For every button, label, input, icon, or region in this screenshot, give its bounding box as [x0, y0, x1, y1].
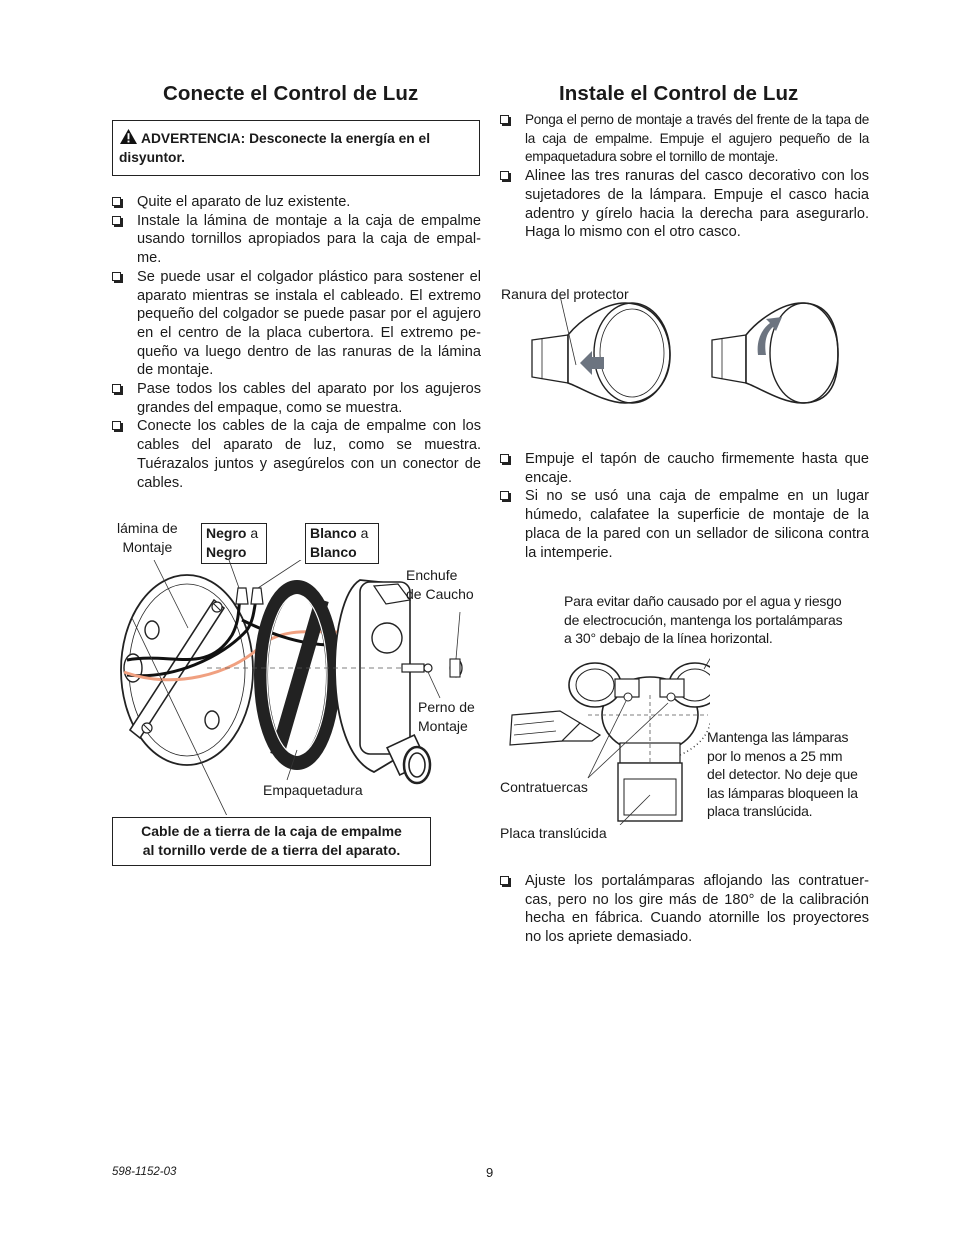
fixture-adjust-diagram — [500, 645, 710, 825]
translucent-plate-label: Placa translúcida — [500, 825, 607, 841]
checkbox-icon — [500, 454, 509, 463]
wire-nut-1 — [236, 588, 248, 604]
gasket-label: Empaquetadura — [263, 782, 363, 798]
wire-nut-2 — [251, 588, 263, 604]
black-to-black-label: Negro a Negro — [201, 523, 267, 564]
right-heading: Instale el Control de Luz — [559, 82, 799, 105]
keep-lamps-note: Mantenga las lámparas por lo menos a 25 mm del detector. No deje que las lámparas bloqueen la placa translúcida. — [707, 729, 858, 819]
warning-triangle-icon — [119, 128, 138, 145]
locknuts-label: Contratuercas — [500, 779, 588, 795]
shade-left — [532, 295, 670, 403]
checkbox-icon — [500, 876, 509, 885]
warning-box — [112, 120, 480, 176]
list-item: Conecte los cables de la caja de empalme con los cables del aparato de luz, como se muestra. Tuérazalos juntos y asegúrelos con un conector de cables. — [112, 417, 481, 492]
list-item: Quite el aparato de luz existente. — [112, 193, 481, 212]
left-heading: Conecte el Control de Luz — [163, 82, 419, 105]
right-steps-list-b — [500, 450, 869, 562]
shade-install-diagram — [520, 295, 840, 405]
checkbox-icon — [112, 197, 121, 206]
left-steps-list — [112, 193, 481, 492]
list-item: Ponga el perno de montaje a través del frente de la tapa de la caja de empalme. Empuje el agujero pequeño de la empaquetadura sobre el tornillo de montaje. — [500, 111, 869, 167]
checkbox-icon — [112, 384, 121, 393]
checkbox-icon — [112, 272, 121, 281]
mounting-bolt — [402, 664, 424, 672]
mounting-strap-label: lámina de Montaje — [117, 520, 178, 555]
ground-wire-caption: Cable de a tierra de la caja de empalme al tornillo verde de a tierra del aparato. — [112, 817, 431, 866]
warning-text: ADVERTENCIA: Desconecte la energía en el disyuntor. — [119, 131, 431, 165]
page-number: 9 — [486, 1165, 494, 1180]
rubber-plug-label: Enchufe de Caucho — [406, 567, 474, 602]
mounting-bolt-label: Perno de Montaje — [418, 699, 475, 734]
shield-slot-label: Ranura del protector — [501, 286, 629, 302]
doc-number: 598-1152-03 — [112, 1166, 177, 1178]
list-item: Empuje el tapón de caucho firmemente hasta que encaje. — [500, 450, 869, 487]
list-item: Instale la lámina de montaje a la caja de empalme usando tornillos apropiados para la caja de empal- me. — [112, 212, 481, 268]
checkbox-icon — [500, 115, 509, 124]
list-item: Se puede usar el colgador plástico para sostener el aparato mientras se instala el cableado. El extremo pequeño del colgador se puede pasar por el agujero en el centro de la placa cubertora. El extremo pe- queño va luego dentro de las ranuras de la lámina de montaje. — [112, 268, 481, 380]
right-steps-list-a — [500, 111, 869, 242]
water-warning-note: Para evitar daño causado por el agua y riesgo de electrocución, mantenga los portalámparas a 30° debajo de la línea horizontal. — [564, 593, 843, 646]
list-item: Alinee las tres ranuras del casco decorativo con los sujetadores de la lámpara. Empuje el casco hacia adentro y gírelo hacia la derecha para asegurarlo. Haga lo mismo con el otro casco. — [500, 167, 869, 242]
list-item: Si no se usó una caja de empalme en un lugar húmedo, calafatee la superficie de montaje de la placa de la pared con un sellador de silicona contra la intemperie. — [500, 487, 869, 562]
checkbox-icon — [112, 216, 121, 225]
shade-right — [712, 303, 838, 403]
checkbox-icon — [500, 491, 509, 500]
right-steps-list-c — [500, 872, 869, 947]
white-to-white-label: Blanco a Blanco — [305, 523, 379, 564]
checkbox-icon — [500, 171, 509, 180]
list-item: Pase todos los cables del aparato por los agujeros grandes del empaque, como se muestra. — [112, 380, 481, 417]
list-item: Ajuste los portalámparas aflojando las contratuer- cas, pero no los gire más de 180° de la calibración hecha en fábrica. Cuando atornille los proyectores no los apriete demasiado. — [500, 872, 869, 947]
checkbox-icon — [112, 421, 121, 430]
